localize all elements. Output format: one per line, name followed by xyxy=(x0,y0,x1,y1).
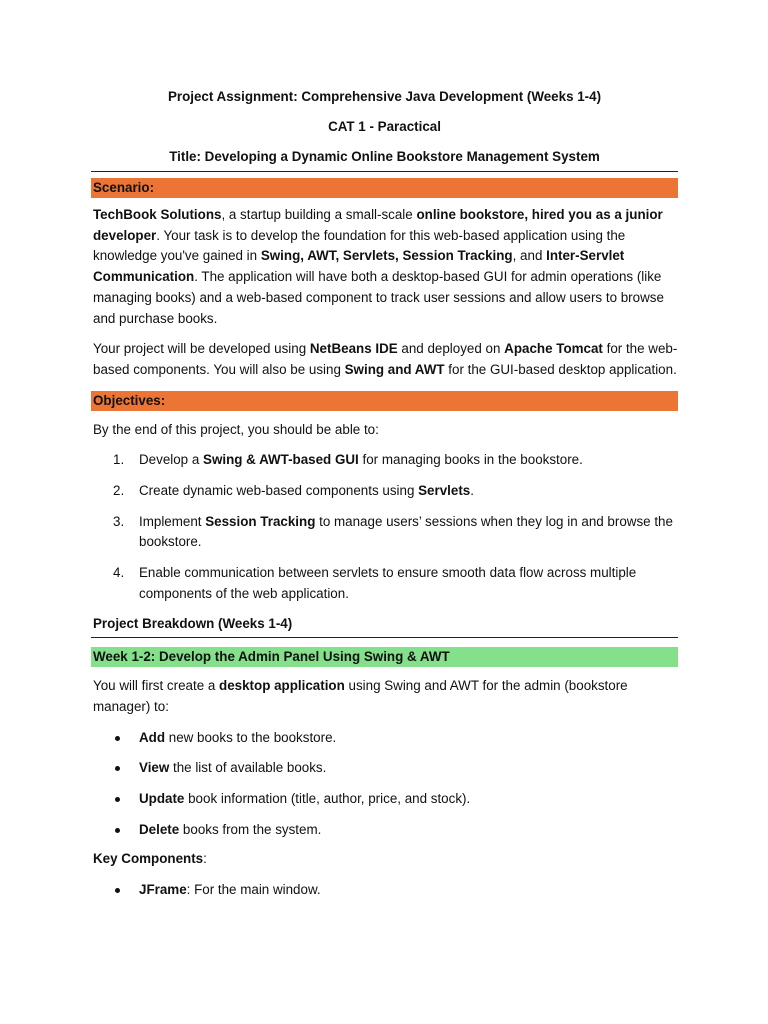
key-components-heading xyxy=(91,849,678,870)
admin-task-item xyxy=(91,758,678,779)
objective-item xyxy=(91,481,678,502)
assignment-title: Project Assignment: Comprehensive Java Development (Weeks 1-4) xyxy=(167,89,602,104)
objective-item xyxy=(91,563,678,604)
scenario-heading: Scenario: xyxy=(91,178,678,198)
key-components-colon: : xyxy=(203,851,207,867)
list-number: 4. xyxy=(113,565,125,581)
title-divider xyxy=(91,171,678,172)
text-run: the list of available books. xyxy=(169,760,327,776)
text-run: , and xyxy=(512,248,547,264)
text-run: . Your task is to develop the foundation for this web-based application using the knowledge you've gained in xyxy=(93,227,626,264)
key-components-label: Key Components xyxy=(93,851,204,867)
project-title: Title: Developing a Dynamic Online Bookstore Management System xyxy=(169,149,600,164)
text-run: new books to the bookstore. xyxy=(165,729,337,745)
list-number: 2. xyxy=(113,483,125,499)
key-component-item xyxy=(91,880,678,901)
key-components-list xyxy=(91,880,678,901)
text-run: . xyxy=(470,483,474,499)
week-1-2-heading: Week 1-2: Develop the Admin Panel Using Swing & AWT xyxy=(91,647,678,667)
admin-tasks-list xyxy=(91,728,678,841)
text-run: book information (title, author, price, and stock). xyxy=(184,791,471,807)
document-content xyxy=(91,88,678,901)
bold-text: Swing, AWT, Servlets, Session Tracking xyxy=(260,248,513,264)
text-run: and deployed on xyxy=(397,341,505,357)
bold-text: TechBook Solutions xyxy=(93,207,222,222)
text-run: using Swing and AWT for the admin (bookstore manager) to: xyxy=(93,678,628,714)
list-number: 3. xyxy=(113,513,125,529)
objectives-list xyxy=(91,450,678,604)
bold-text: Inter-Servlet Communication xyxy=(93,248,625,285)
cat-subtitle: CAT 1 - Paractical xyxy=(328,119,441,134)
objectives-intro: By the end of this project, you should be able to: xyxy=(93,421,379,437)
text-run: for the web-based components. You will also be using xyxy=(93,341,678,377)
text-run: : For the main window. xyxy=(186,882,321,898)
text-run: Develop a xyxy=(139,452,204,468)
text-run: Create dynamic web-based components using xyxy=(139,483,419,499)
text-run: for the GUI-based desktop application. xyxy=(444,361,677,377)
bold-text: Delete xyxy=(139,821,180,837)
bullet-icon xyxy=(115,797,120,802)
bold-text: Update xyxy=(139,791,185,807)
bold-text: desktop application xyxy=(219,678,345,694)
bold-text: Swing and AWT xyxy=(344,361,445,377)
objective-item xyxy=(91,450,678,471)
scenario-paragraph-2 xyxy=(91,339,678,380)
list-number: 1. xyxy=(113,452,125,468)
text-run: Enable communication between servlets to ensure smooth data flow across multiple components of the web application. xyxy=(139,565,637,601)
bullet-icon xyxy=(115,828,120,833)
text-run: , a startup building a small-scale xyxy=(221,207,417,222)
text-run: for managing books in the bookstore. xyxy=(358,452,583,468)
text-run: to manage users’ sessions when they log in and browse the bookstore. xyxy=(139,513,673,550)
bullet-icon xyxy=(115,736,120,741)
bold-text: Swing & AWT-based GUI xyxy=(203,452,359,468)
text-run: . The application will have both a desktop-based GUI for admin operations (like managing books) and a web-based component to track user sessions and allow users to browse and purchase books. xyxy=(93,269,664,326)
scenario-paragraph-1 xyxy=(91,205,678,329)
bullet-icon xyxy=(115,766,120,771)
admin-task-item xyxy=(91,789,678,810)
bold-text: Add xyxy=(139,729,166,745)
bold-text: NetBeans IDE xyxy=(309,341,398,357)
week-1-2-intro xyxy=(91,676,678,717)
bold-text: View xyxy=(139,760,170,776)
admin-task-item xyxy=(91,728,678,749)
breakdown-heading: Project Breakdown (Weeks 1-4) xyxy=(93,615,293,631)
bold-text: Apache Tomcat xyxy=(504,341,603,357)
bold-text: Servlets xyxy=(418,483,471,499)
text-run: books from the system. xyxy=(179,821,322,837)
bullet-icon xyxy=(115,888,120,893)
text-run: Your project will be developed using xyxy=(93,341,310,357)
breakdown-divider xyxy=(91,637,678,638)
admin-task-item xyxy=(91,820,678,841)
text-run: Implement xyxy=(139,513,206,529)
text-run: You will first create a xyxy=(93,678,220,694)
bold-text: online bookstore, hired you as a junior developer xyxy=(93,207,663,243)
objective-item xyxy=(91,512,678,553)
objectives-heading: Objectives: xyxy=(91,391,678,411)
bold-text: Session Tracking xyxy=(205,513,316,529)
bold-text: JFrame xyxy=(139,882,187,898)
